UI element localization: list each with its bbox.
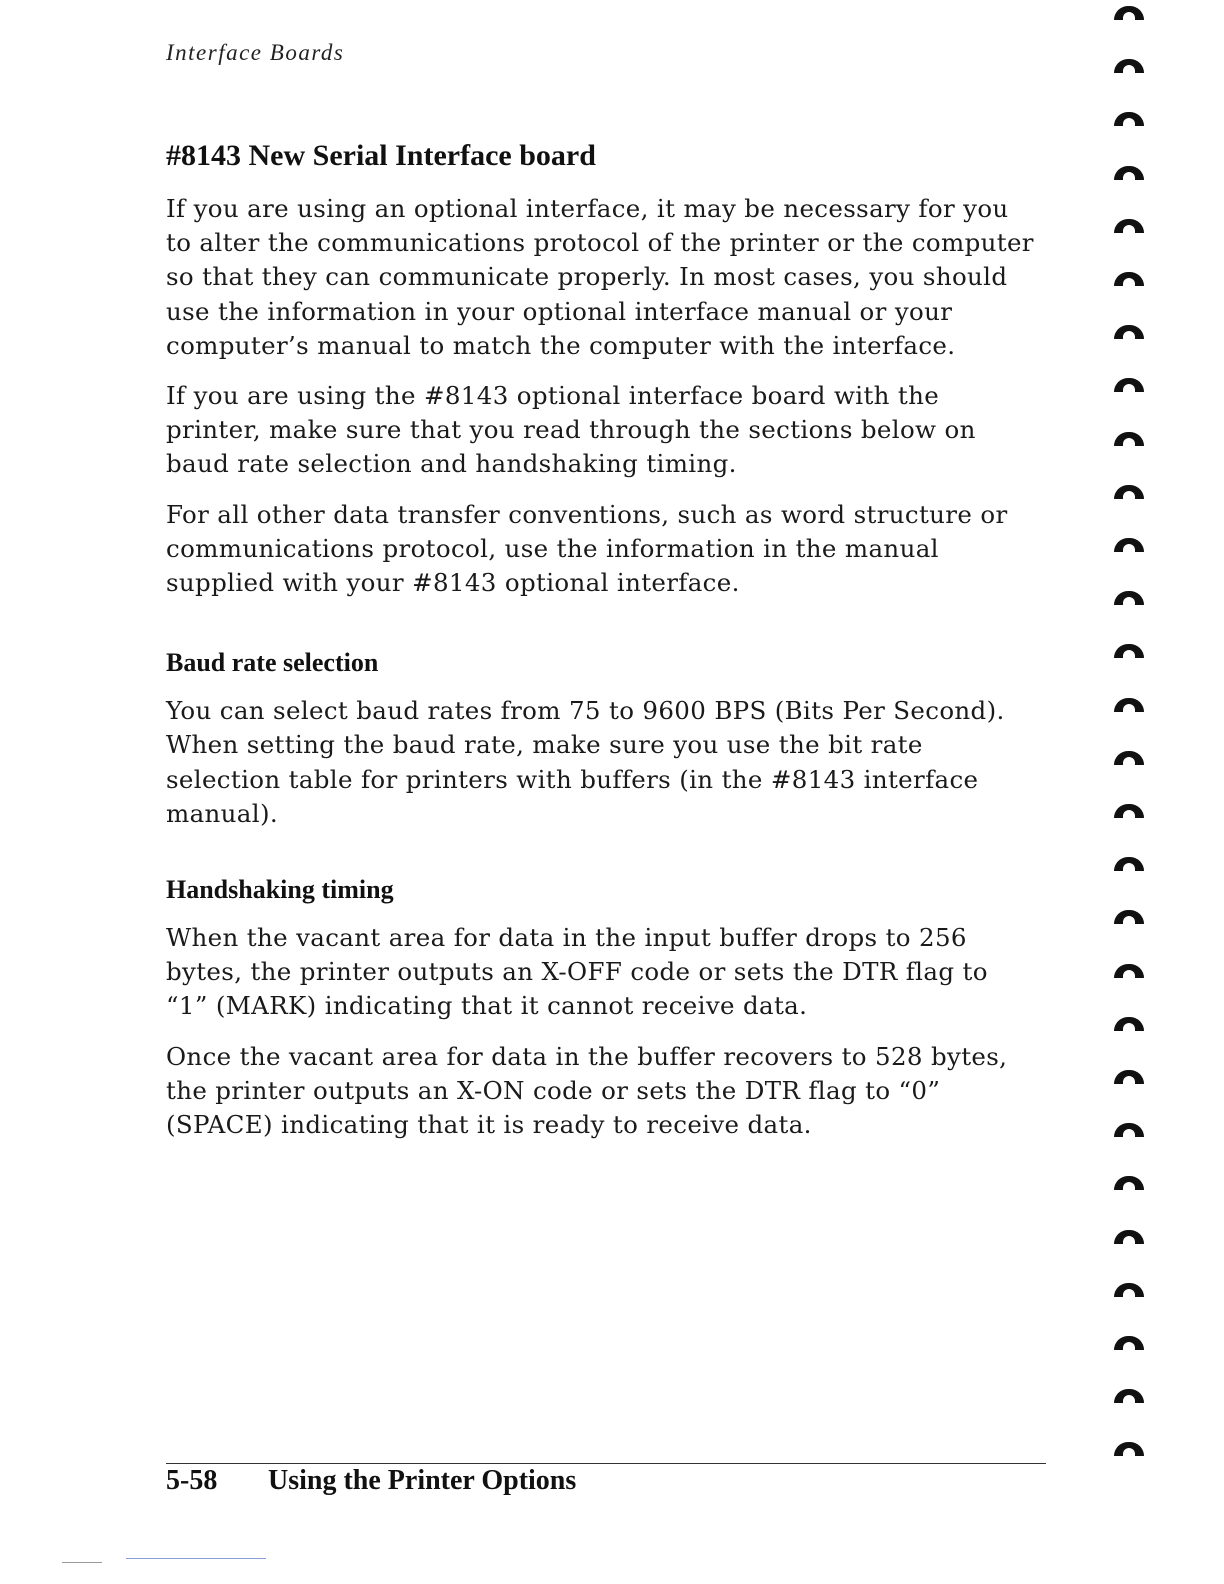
baud-rate-heading: Baud rate selection — [166, 648, 379, 678]
running-head: Interface Boards — [166, 40, 345, 65]
section-title: #8143 New Serial Interface board — [166, 139, 596, 172]
spacer — [166, 616, 1056, 646]
chapter-title: Using the Printer Options — [268, 1465, 577, 1496]
binding-hole-icon — [1114, 804, 1144, 818]
binding-hole-icon — [1114, 272, 1144, 286]
binding-hole-icon — [1114, 59, 1144, 73]
binding-hole-icon — [1114, 644, 1144, 658]
binding-hole-icon — [1114, 591, 1144, 605]
binding-hole-icon — [1114, 1442, 1144, 1456]
binding-hole-icon — [1114, 166, 1144, 180]
binding-hole-icon — [1114, 325, 1144, 339]
binding-hole-icon — [1114, 1230, 1144, 1244]
binding-hole-icon — [1114, 1336, 1144, 1350]
binding-hole-icon — [1114, 1017, 1144, 1031]
page-footer — [166, 1463, 576, 1499]
binding-hole-icon — [1114, 538, 1144, 552]
handshaking-paragraph-2: Once the vacant area for data in the buffer recovers to 528 bytes, the printer outputs an X-ON code or sets the DTR flag to “0” (SPACE) indicating that it is ready to receive data. — [166, 1041, 1008, 1140]
handshaking-heading: Handshaking timing — [166, 875, 394, 905]
binding-hole-icon — [1114, 112, 1144, 126]
baud-rate-paragraph: You can select baud rates from 75 to 9600 BPS (Bits Per Second). When setting the baud rate, make sure you use the bit rate selection table for printers with buffers (in the #8143 interface manual). — [166, 696, 1005, 828]
intro-paragraph-3: For all other data transfer conventions, such as word structure or communications protocol, use the information in the manual supplied with your #8143 optional interface. — [166, 499, 1008, 598]
binding-hole-icon — [1114, 910, 1144, 924]
binding-hole-icon — [1114, 1176, 1144, 1190]
scan-mark — [126, 1558, 266, 1559]
binding-hole-icon — [1114, 698, 1144, 712]
spacer — [166, 847, 1056, 873]
binding-hole-icon — [1114, 964, 1144, 978]
binding-hole-icon — [1114, 219, 1144, 233]
binding-hole-icon — [1114, 485, 1144, 499]
binding-hole-icon — [1114, 857, 1144, 871]
binding-hole-icon — [1114, 1283, 1144, 1297]
binding-hole-icon — [1114, 1070, 1144, 1084]
binding-hole-icon — [1114, 432, 1144, 446]
handshaking-paragraph-1: When the vacant area for data in the input buffer drops to 256 bytes, the printer outputs an X-OFF code or sets the DTR flag to “1” (MARK) indicating that it cannot receive data. — [166, 923, 988, 1021]
binding-hole-icon — [1114, 751, 1144, 765]
intro-paragraph-1: If you are using an optional interface, it may be necessary for you to alter the communications protocol of the printer or the computer so that they can communicate properly. In most cases, you should use the information in your optional interface manual or your computer’s manual to match the computer with the interface. — [166, 194, 1034, 360]
binding-holes — [1114, 0, 1154, 1584]
page-content — [166, 136, 1056, 1158]
intro-paragraph-2: If you are using the #8143 optional interface board with the printer, make sure that you read through the sections below on baud rate selection and handshaking timing. — [166, 381, 976, 479]
scan-mark — [62, 1562, 102, 1563]
binding-hole-icon — [1114, 378, 1144, 392]
binding-hole-icon — [1114, 1123, 1144, 1137]
binding-hole-icon — [1114, 1389, 1144, 1403]
page-number: 5-58 — [166, 1465, 218, 1496]
binding-hole-icon — [1114, 6, 1144, 20]
